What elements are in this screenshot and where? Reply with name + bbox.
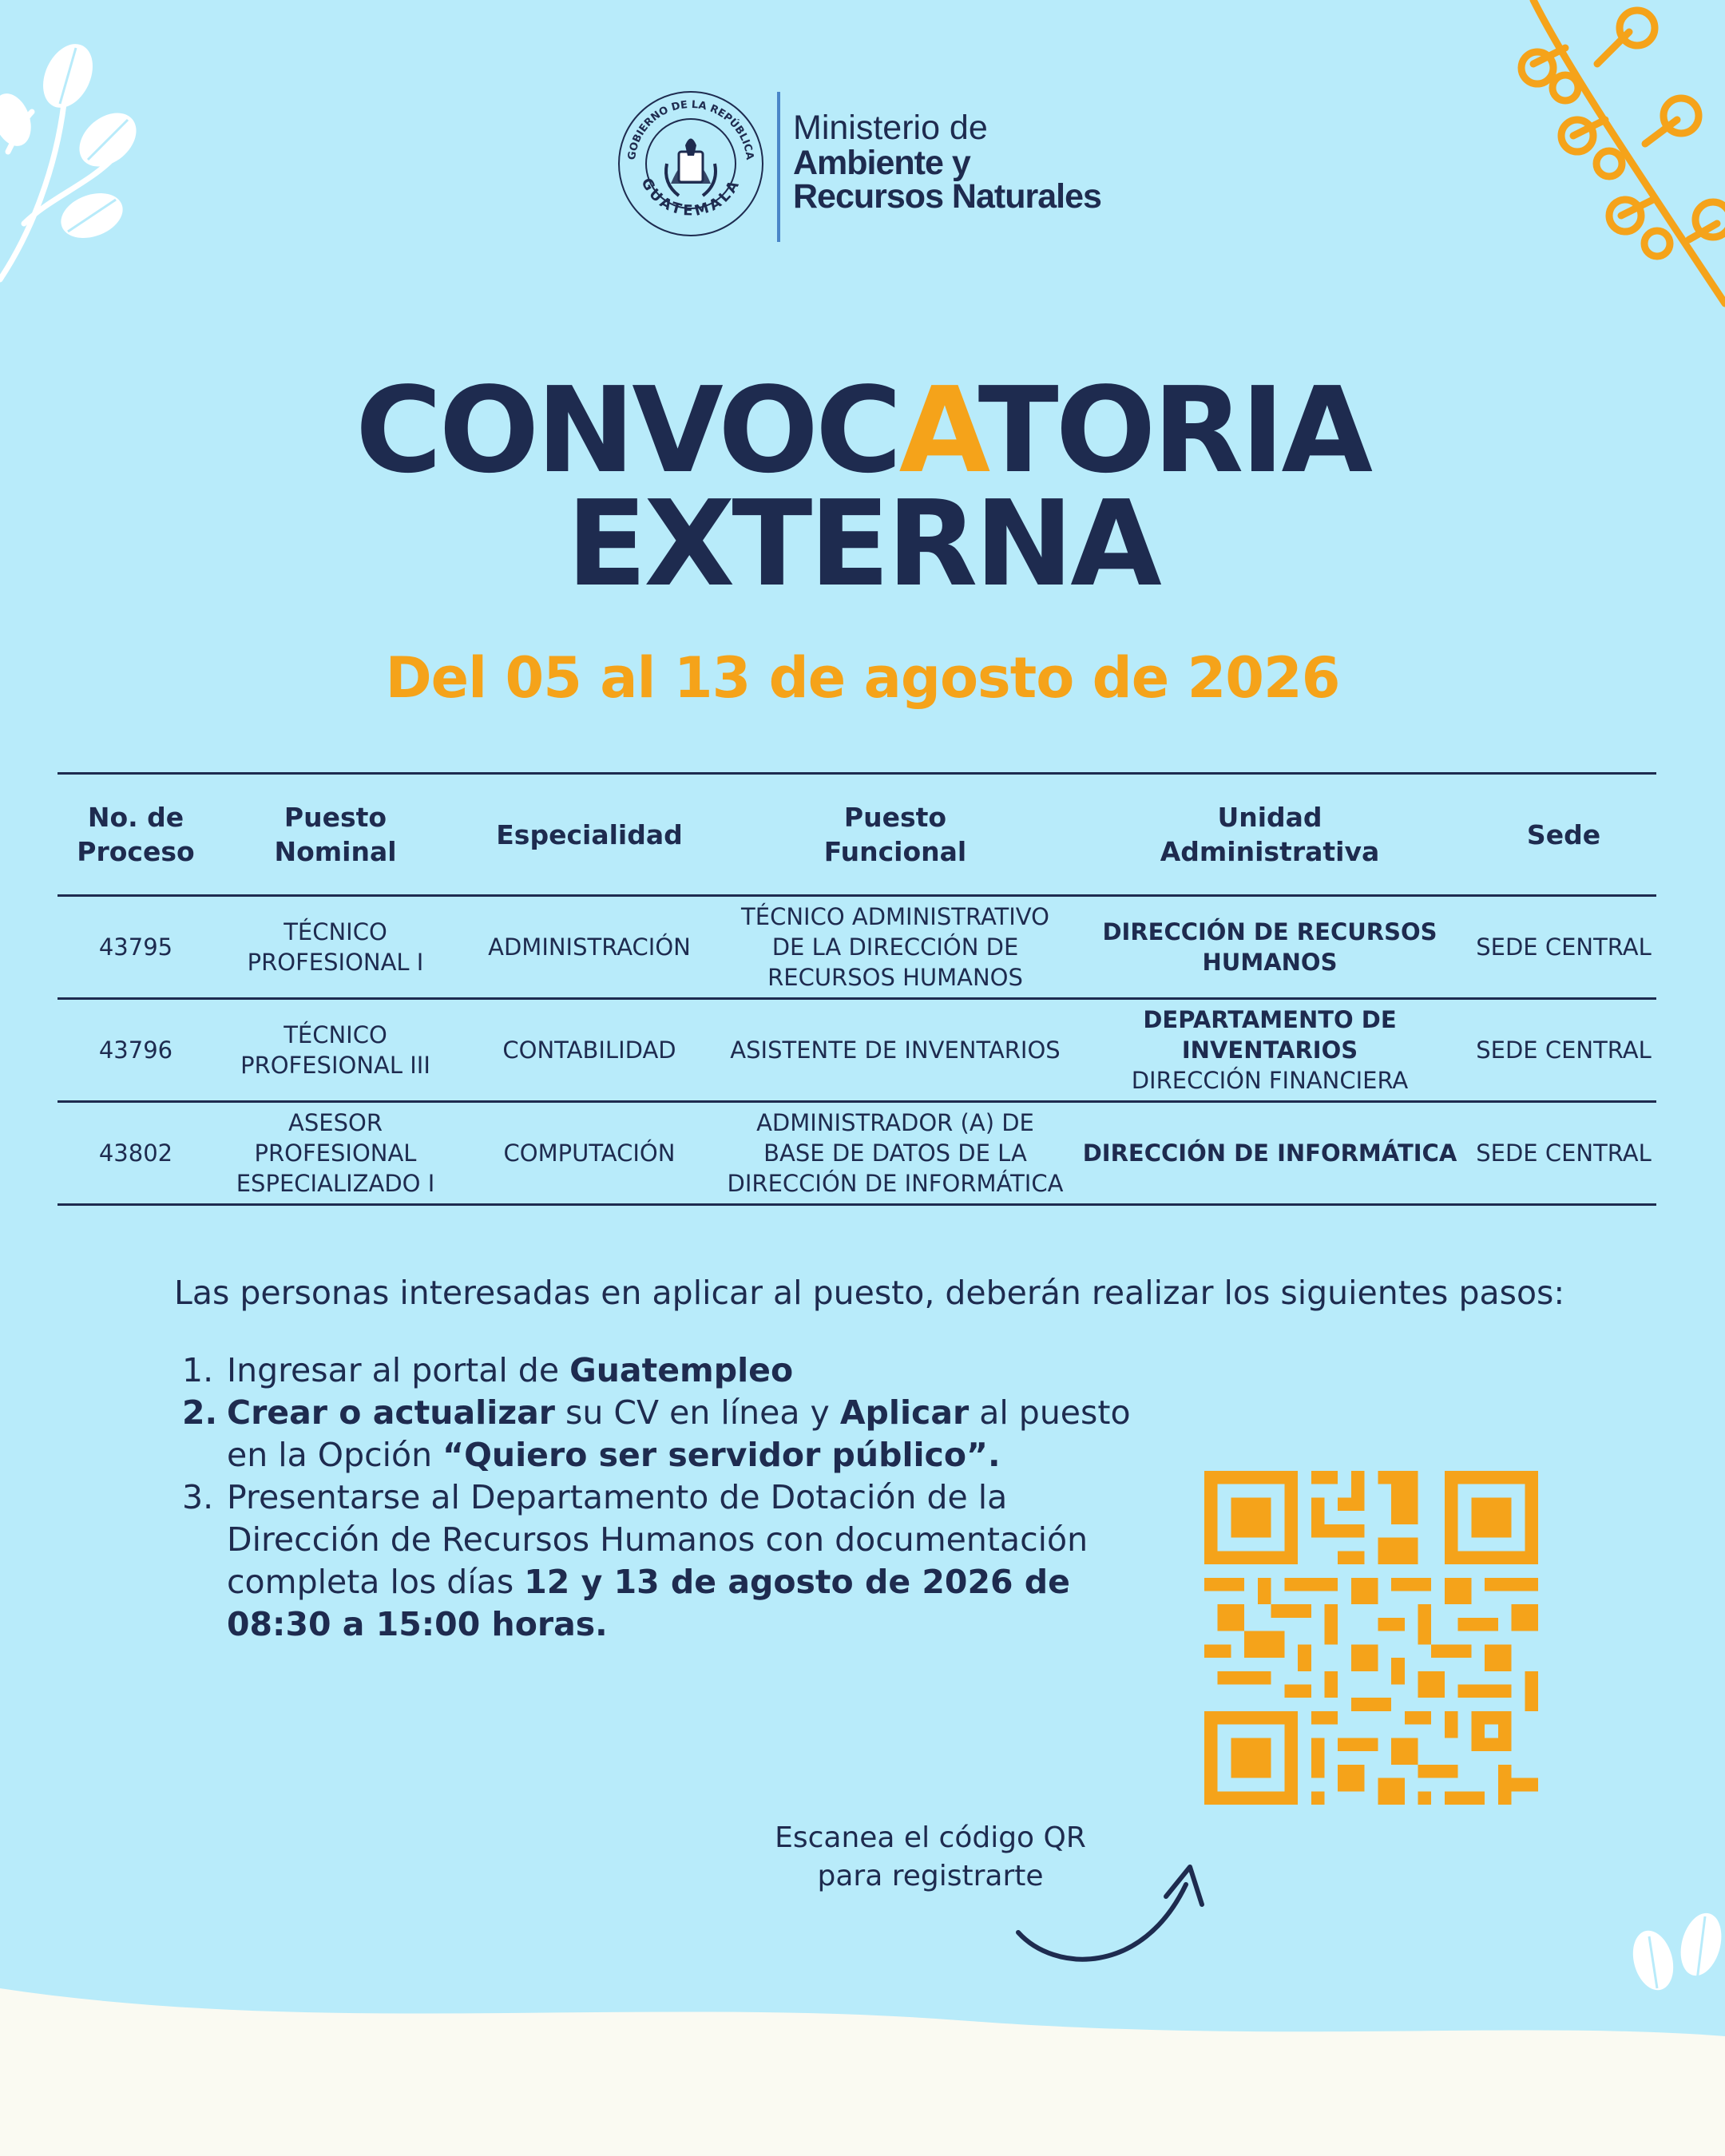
cell-process: 43802	[58, 1102, 214, 1205]
step-number: 2.	[182, 1393, 218, 1432]
table-row	[58, 1102, 1656, 1205]
qr-caption-line1: Escanea el código QR	[775, 1821, 1086, 1854]
cell-specialty: CONTABILIDAD	[457, 999, 722, 1102]
step-text: Presentarse al Departamento de Dotación de la Dirección de Recursos Humanos con documentación completa los días	[227, 1478, 1089, 1601]
table-row	[58, 999, 1656, 1102]
step-bold: Crear o actualizar	[227, 1393, 556, 1432]
header-specialty: Especialidad	[457, 774, 722, 896]
header-nominal: Puesto Nominal	[214, 774, 457, 896]
step-bold: Guatempleo	[569, 1351, 794, 1389]
qr-code-icon[interactable]	[1204, 1471, 1538, 1805]
title-accent-letter: A	[898, 362, 978, 499]
ministry-name-line3: Recursos Naturales	[793, 177, 1101, 216]
title-part2: TORIA	[978, 362, 1370, 499]
bottom-wave	[0, 1964, 1725, 2156]
instructions-intro: Las personas interesadas en aplicar al puesto, deberán realizar los siguientes pasos:	[174, 1274, 1565, 1312]
step-bold: 12 y 13 de agosto de 2026 de 08:30 a 15:00 horas.	[227, 1563, 1070, 1643]
step-number: 3.	[182, 1478, 214, 1516]
curved-arrow-icon	[1006, 1829, 1246, 1972]
cell-nominal: TÉCNICO PROFESIONAL III	[214, 999, 457, 1102]
header-unit: Unidad Administrativa	[1069, 774, 1471, 896]
ministry-name-line1: Ministerio de	[793, 109, 988, 147]
cell-nominal: ASESOR PROFESIONAL ESPECIALIZADO I	[214, 1102, 457, 1205]
logo-divider	[777, 92, 780, 242]
table-row	[58, 896, 1656, 999]
title-part1: CONVOC	[355, 362, 899, 499]
cell-functional: ASISTENTE DE INVENTARIOS	[722, 999, 1069, 1102]
ministry-name-line2: Ambiente y	[793, 144, 970, 182]
seal-text-bottom: GUATEMALA	[637, 175, 744, 220]
page-title	[0, 362, 1725, 612]
step-text: al puesto en la Opción	[227, 1393, 1131, 1474]
guatemala-seal-icon	[615, 88, 767, 240]
step-2	[182, 1392, 1140, 1476]
seal-text-top: GOBIERNO DE LA REPÚBLICA	[626, 98, 755, 161]
step-1	[182, 1349, 1140, 1392]
step-text: su CV en línea y	[555, 1393, 840, 1432]
header-functional: Puesto Funcional	[722, 774, 1069, 896]
steps-list	[182, 1349, 1140, 1646]
header-process: No. de Proceso	[58, 774, 214, 896]
header-location: Sede	[1471, 774, 1656, 896]
cell-unit: DIRECCIÓN DE RECURSOS HUMANOS	[1069, 896, 1471, 999]
positions-table	[58, 772, 1656, 1206]
date-range: Del 05 al 13 de agosto de 2026	[385, 645, 1340, 711]
cell-location: SEDE CENTRAL	[1471, 896, 1656, 999]
cell-process: 43795	[58, 896, 214, 999]
cell-specialty: ADMINISTRACIÓN	[457, 896, 722, 999]
step-bold: Aplicar	[839, 1393, 970, 1432]
flower-branch-icon	[1517, 0, 1725, 319]
qr-caption-line2: para registrarte	[817, 1860, 1044, 1892]
step-number: 1.	[182, 1351, 214, 1389]
title-line2: EXTERNA	[566, 475, 1159, 612]
title-line1	[0, 362, 1725, 499]
cell-unit: DIRECCIÓN DE INFORMÁTICA	[1069, 1102, 1471, 1205]
cell-functional: ADMINISTRADOR (A) DE BASE DE DATOS DE LA DIRECCIÓN DE INFORMÁTICA	[722, 1102, 1069, 1205]
cell-specialty: COMPUTACIÓN	[457, 1102, 722, 1205]
table-header-row	[58, 774, 1656, 896]
cell-process: 43796	[58, 999, 214, 1102]
cell-nominal: TÉCNICO PROFESIONAL I	[214, 896, 457, 999]
step-text: Ingresar al portal de	[227, 1351, 570, 1389]
cell-location: SEDE CENTRAL	[1471, 1102, 1656, 1205]
step-3	[182, 1476, 1140, 1646]
step-bold: “Quiero ser servidor público”.	[442, 1436, 1001, 1474]
leaf-branch-icon	[0, 40, 144, 295]
cell-location: SEDE CENTRAL	[1471, 999, 1656, 1102]
cell-functional: TÉCNICO ADMINISTRATIVO DE LA DIRECCIÓN DE RECURSOS HUMANOS	[722, 896, 1069, 999]
cell-unit: DEPARTAMENTO DE INVENTARIOS DIRECCIÓN FINANCIERA	[1069, 999, 1471, 1102]
